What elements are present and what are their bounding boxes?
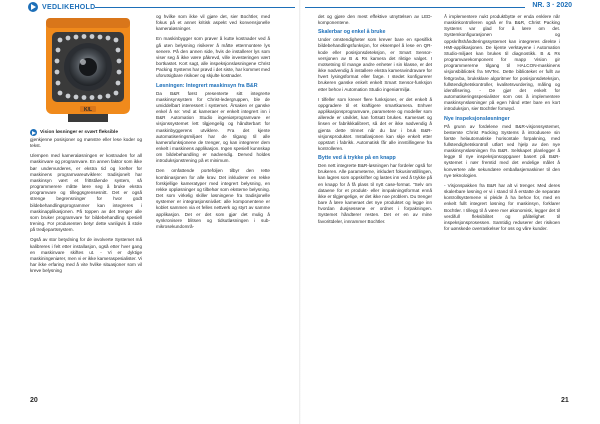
- paragraph: Da B&R først presenterte sitt integrerte maskinsynsystem for Christ-ledergruppen, ble de umiddelbart interessert i systemet. Årsaken er ganske enkel å se: Ved at kameraer er enkelt integrert inn i B&R Automation Studio ingeniørprogramvare er visjonssystemet lett tilgjengelig og håndterbart for maskinbyggerens utviklere. Fra det kjente automatiseringsmiljøet har de tilgang til alle kamerafunksjonene de trenger, og kan integrerer dem enkelt i maskinens applikasjon. Ingen spesiell kunnskap om bildebehandling er nødvendig. Derved holdes introduksjonstrening på et minimum.: [156, 90, 270, 164]
- paragraph: Ulempen med kameraløsningen er kostnaden for all maskinvare og programvare. En annen faktor som ikke bør undervurderes, er ekstra tid og krefter for maskinens programvareutviklere: tradisjonelt har maskinsyn vært et frittstående system, så programmerere måtte lære seg å bruke ekstra programvare og tilleggsgrensesnitt. Det er også strenge begrensninger for hvor godt bildebehandlingsprogrammer kan integreres i maskinapplikasjonen. På toppen av det trenger alle som bruker programvare for bildebehandling spesiell trening. For produsenten betyr dette vanligvis å stole på tredjepartssystem.: [30, 153, 142, 233]
- subheading-integrert: Løsningen: Integrert maskinsyn fra B&R: [156, 82, 258, 89]
- subheading-bytte: Bytte ved å trykke på en knapp: [318, 155, 396, 162]
- column-4: [444, 14, 560, 232]
- camera-illustration: [28, 14, 148, 126]
- caption-arrow-icon: [30, 129, 37, 136]
- arrow-right-icon: [28, 2, 38, 12]
- issue-number: NR. 3 · 2020: [532, 2, 572, 9]
- paragraph: det og gjøre den mest effektive utnyttelsen av LED-komponentene.: [318, 14, 432, 26]
- page-gutter: [299, 0, 301, 424]
- paragraph: I tilfeller som krever flere funksjoner, er det enkelt å oppgradere til et kraftigere smartkamera. Enhver applikasjonsprogramvare, parametere og modeller som allerede er utviklet, kan fortsatt brukes. Kameraet og linsen er fabrikkkalibrert, så det er ikke nødvendig å gjenta dette trinnet når du bar i bruk B&R-visjonsproduktet. Installasjonen kan skje enkelt etter oppstart i fabrikk. Automatisk får alle innstillingene fra kontrolleren.: [318, 96, 432, 151]
- column-2: [156, 14, 270, 230]
- paragraph: På grunn av fordelene med B&R-visjonssystemet, bestemte Christ Packing Systems å introdusere sin første helautomatiske horisontale forpakning, med fullstendighetskontroll utført ved hjelp av den nye maskinsynsløsningen fra B&R. Selskapet planlegger å legge til nye inspeksjonsoppgaver basert på B&R-systemet i nær fremtid med det endelige målet å konvertere alle sekundære emballasjemaskiner til den nye teknologien.: [444, 123, 560, 178]
- header-rule-right: [305, 7, 525, 8]
- paragraph: - Visjonspakken fra B&R har alt vi trenger. Med deres skalerbare løsning er vi i stand til å erstatte de separate kontrollsystemene vi pleide å ha behov for, med en enkelt fullt integrert løsning for maskinsyn, forklarer Bochtler. I tillegg til å være mer økonomisk, legger det til verdifull fleksibilitet og pålitelighet til inspeksjonsprosessen. Samtidig reduserer det risikoen for uønskede overraskelser for oss og våre kunder.: [444, 182, 560, 231]
- paragraph: og hvilke som ikke vil gjøre det, sier Bochtler, med fokus på et annet kritisk aspekt ved konvensjonelle kameraløsninger.: [156, 14, 270, 32]
- page-number-right: 21: [561, 397, 569, 404]
- device-label: K/L: [83, 107, 93, 113]
- vision-camera-photo: [28, 14, 148, 126]
- subheading-skalerbar: Skalerbar og enkel å bruke: [318, 29, 386, 36]
- caption-text: Vision løsninger er svært fleksible: [40, 130, 119, 135]
- paragraph: Også av stor betydning for de involverte Systemet må kalibreres i felt etter installasjon, også etter hver gang en maskinvare skiftes ut. - Vi er dyktige maskiningeniører, men vi er ikke kameraspesialister. Vi har ikke erfaring med å vite hvilke situasjoner som vil kreve belysning: [30, 237, 142, 274]
- paragraph: Under omstendigheter som krever bare en spesifikk bildebehandlingsfunksjon, for eksempel å lese en QR-kode eller posisjonsdeteksjon, er Smart Sensor-versjonen av B & Rs kamera det riktige valget. I motsetning til mange andre enheter i sin klasse, er det ikke nødvendig å installere ekstra kameravindravare for hvert lysingsformat eller farge. I stedet konfigurerer brukeren ganske enkelt enkelt Smart Sensor-funksjon etter behov i Automation Studio ingeniørmiljø.: [318, 37, 432, 92]
- paragraph: En maskinbygger som prøver å kutte kostnader ved å gå uten belysning risikerer å måtte ettermontere lys senere. På den annen side, hvis de installerer lys som viser seg å ikke være påkrevd, ville investeringen vært bortkastet. Kort sagt, alle inspeksjonsløsningene Christ Packing Systems har prøvd i det siste, har kommet med uforutsigbare risikoer og skjulte kostnader.: [156, 36, 270, 79]
- paragraph: Den omfattende portefoljen tilbyr den rette kombinasjonen for alle krav. Det inkluderer en rekke forskjellige kameratyper med integrert belysning, en rekke oppløsninger og tilbehør som eksterne belysning. Det som virkelig skiller løsningene fra tradisjonelle systemer er integrasjonsnivået: alle komponentene er koblet sammen via et felles nettverk og styrt av samme applikasjon. Det er det som gjør det mulig å synkronisere blitsen og tidsutløsningen i sub-mikrosekundområ-: [156, 168, 270, 229]
- page-number-left: 20: [30, 397, 38, 404]
- subheading-nye: Nye inspeksjonsløsninger: [444, 115, 510, 122]
- paragraph: gjenkjenne posisjoner og mønstre eller lese koder og tekst.: [30, 137, 142, 149]
- column-3: [318, 14, 432, 225]
- section-name: VEDLIKEHOLD: [42, 3, 96, 11]
- figure-caption: [30, 129, 118, 136]
- paragraph: Den nett integrerte B&R-løsningen har fordeler også for brukeren. Alle parameterne, inkludert fokusinnstillingen, kan lagres som oppskrifter og lastes inn ved å trykke på en knapp for å få plass til nytt case-format. "Selv om dataene for et produkt- eller innpakningsformat ennå ikke er tilgjengelige, er det ikke noe problem. Du trenger bare å lære kameraet det nye produktet og legge inn hvordan dusjsessene er ordnet i forpakningen. Systemet håndterer resten. Det er en av mine favorittdeler, innrammer Bochtler.: [318, 163, 432, 224]
- section-heading: [28, 2, 95, 12]
- header-rule-left: [95, 7, 295, 8]
- paragraph: Å implementere nukt produktbytte er enda enklere når maskinkontrolleren også er fra B&R, Christ Packing Systems var glad for å lære om det. Systemkonfigurasjonen og oppskriftshåndteringssystemet kan integreres direkte i HMI-applikasjonen. De kjente verktøyene i Automation Studio-miljøet kan brukes til diagnostikk. B & Rs programvarekomponent for mapp Vision gir programmererne tilgang til HALCON-maskinens visjonsbibliotek fra MVTec. Dette biblioteket er fullt av fettgrovba, bruksklare algoritmer for posisjonsdeteksjon, fullstendighetskontroller, kvalitetsvurdering, måling og identifisering. - De gjør det enkelt for automatiseringsspesialister som oss å implementere maskinsynsløsninger på egen hånd etter bare en kort introduksjon, sier Bochtler fornøyd.: [444, 14, 560, 112]
- column-1: [30, 137, 142, 274]
